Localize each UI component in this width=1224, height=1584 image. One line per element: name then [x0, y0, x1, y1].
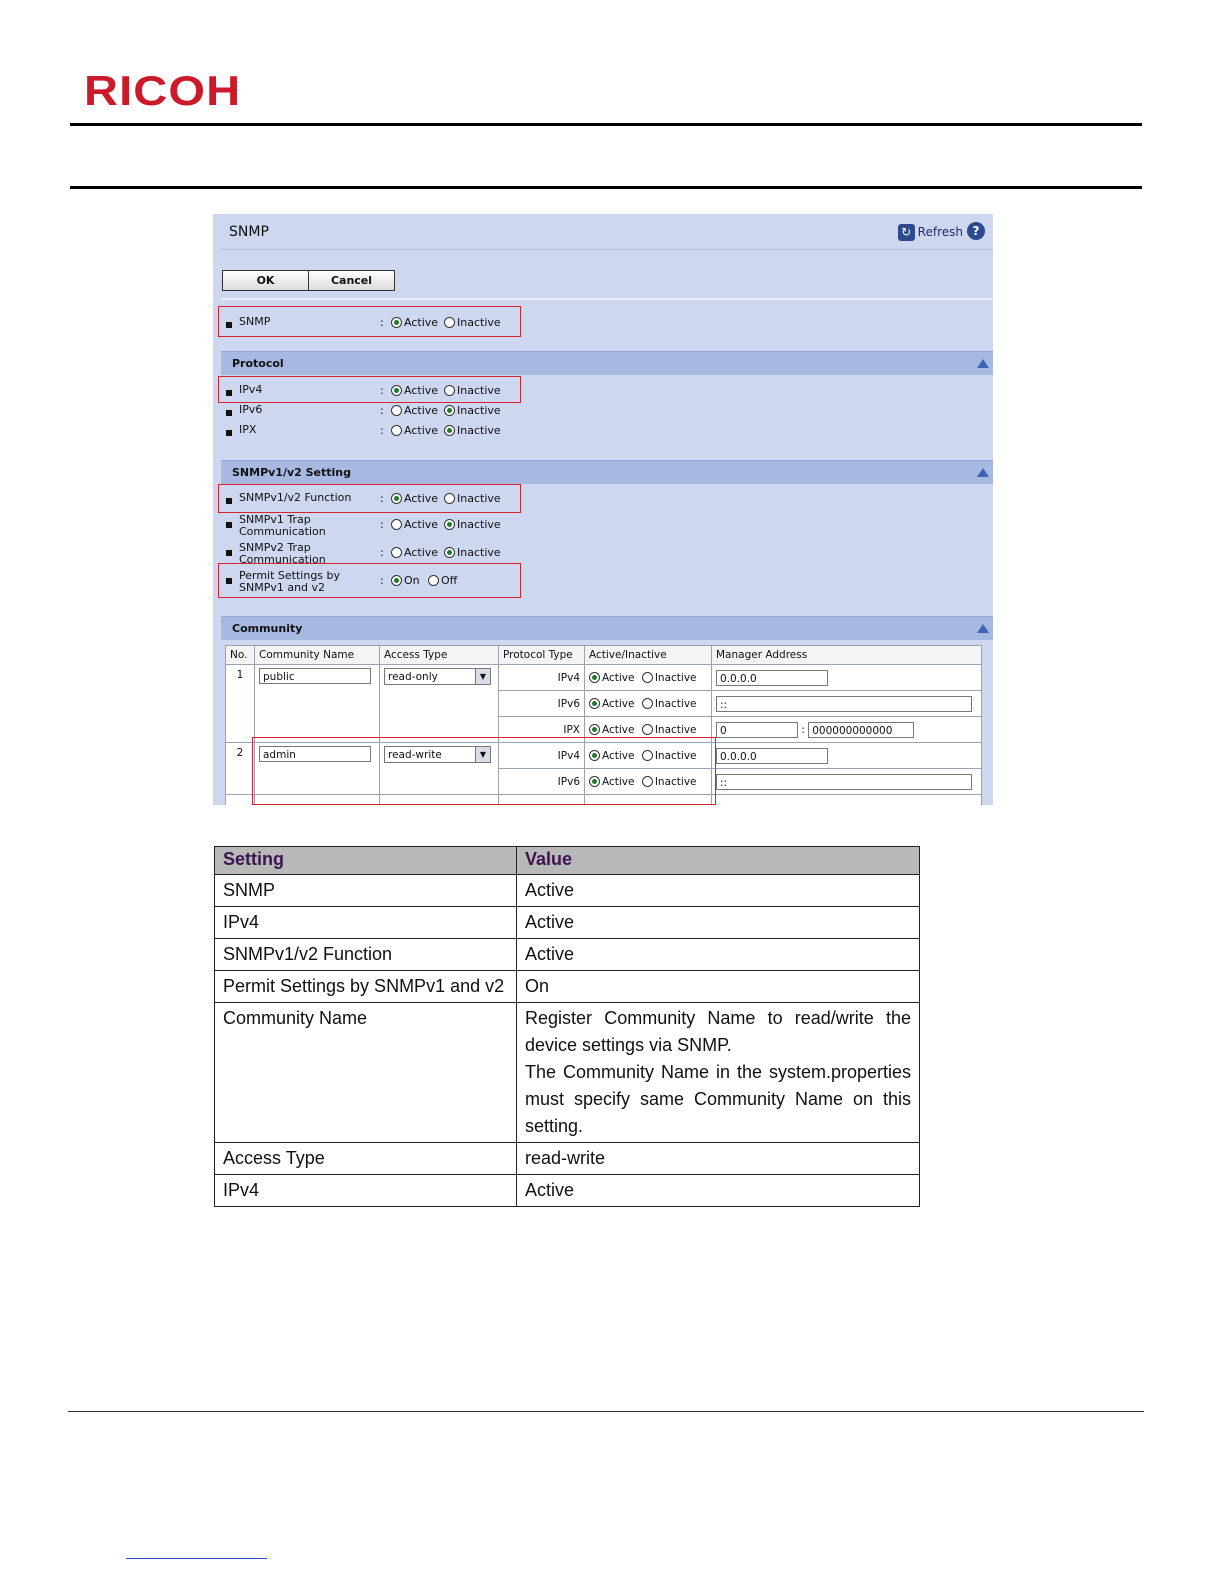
table-row — [215, 1175, 920, 1207]
row-label: Permit Settings by SNMPv1 and v2 — [239, 569, 341, 594]
ipx-active-option[interactable] — [391, 424, 438, 437]
address-separator: : — [801, 723, 805, 736]
radio[interactable] — [391, 519, 402, 530]
column-header: Protocol Type — [499, 646, 585, 665]
radio-selected[interactable] — [444, 405, 455, 416]
colon: : — [380, 316, 384, 329]
table-row — [215, 939, 920, 971]
ipx-inactive-option[interactable] — [444, 424, 501, 437]
option-label: Inactive — [654, 749, 697, 762]
active-inactive-cell — [585, 691, 712, 717]
option-label: Active — [404, 546, 439, 559]
highlight-box — [218, 306, 521, 337]
option-label: Active — [404, 424, 439, 437]
option-label: Inactive — [457, 424, 501, 437]
ok-button[interactable]: OK — [222, 270, 309, 291]
manager-address-cell — [712, 665, 982, 691]
community-name-input[interactable]: public — [259, 668, 371, 684]
snmpv1v2-section-header[interactable] — [221, 460, 993, 484]
v1trap-active-option[interactable] — [391, 518, 438, 531]
protocol-ipx-row — [226, 424, 546, 444]
collapse-arrow-icon[interactable] — [977, 359, 989, 368]
option-label: Active — [404, 518, 439, 531]
setting-cell: IPv4 — [215, 1175, 517, 1207]
footer-link-underline[interactable] — [126, 1558, 267, 1559]
manager-address-cell — [712, 743, 982, 769]
option-label: Inactive — [457, 404, 501, 417]
table-row — [215, 875, 920, 907]
manager-address-input[interactable]: 0.0.0.0 — [716, 748, 828, 764]
value-cell: Active — [517, 875, 920, 907]
option-label: Active — [602, 775, 635, 788]
option-label: Inactive — [457, 384, 501, 397]
manager-address-cell — [712, 691, 982, 717]
column-header: Setting — [215, 847, 517, 875]
value-cell: Active — [517, 1175, 920, 1207]
option-label: Inactive — [457, 546, 501, 559]
highlight-box — [252, 737, 716, 805]
section-title: Community — [232, 622, 303, 635]
entry-number: 1 — [226, 665, 255, 743]
manager-address-cell — [712, 769, 982, 795]
ipv6-active-option[interactable] — [391, 404, 438, 417]
column-header: Active/Inactive — [585, 646, 712, 665]
option-label: Active — [404, 404, 439, 417]
column-header: Access Type — [380, 646, 499, 665]
refresh-button[interactable] — [898, 222, 963, 242]
bullet — [226, 410, 232, 416]
refresh-icon: ↻ — [898, 224, 915, 241]
radio[interactable] — [391, 547, 402, 558]
option-label: Inactive — [654, 671, 697, 684]
manager-address-input[interactable]: 0.0.0.0 — [716, 670, 828, 686]
select-value: read-only — [388, 670, 438, 683]
radio-selected[interactable] — [444, 519, 455, 530]
column-header: No. — [226, 646, 255, 665]
option-label: Inactive — [654, 723, 697, 736]
option-label: Inactive — [457, 316, 501, 329]
highlight-box — [218, 563, 521, 598]
value-paragraph: Register Community Name to read/write the device settings via SNMP. — [525, 1008, 911, 1055]
cancel-button[interactable]: Cancel — [308, 270, 395, 291]
row-label: IPv6 — [239, 403, 263, 416]
ricoh-logo: RICOH — [84, 67, 242, 114]
refresh-label: Refresh — [917, 225, 963, 239]
table-header-row — [226, 646, 982, 665]
radio[interactable] — [642, 698, 653, 709]
table-row — [215, 971, 920, 1003]
help-icon[interactable]: ? — [967, 222, 985, 240]
option-label: Active — [602, 749, 635, 762]
colon: : — [380, 404, 384, 417]
protocol-ipv6-row — [226, 404, 546, 424]
row-label: SNMPv1 Trap Communication — [239, 513, 326, 538]
access-type-cell — [380, 665, 499, 743]
community-name-cell — [255, 665, 380, 743]
chevron-down-icon: ▼ — [475, 747, 490, 762]
option-label: Active — [404, 316, 439, 329]
bullet — [226, 522, 232, 528]
radio-selected[interactable] — [589, 672, 600, 683]
radio[interactable] — [642, 724, 653, 735]
ipx-node-input[interactable]: 000000000000 — [808, 722, 914, 738]
value-cell: On — [517, 971, 920, 1003]
setting-cell: Permit Settings by SNMPv1 and v2 — [215, 971, 517, 1003]
v1trap-inactive-option[interactable] — [444, 518, 501, 531]
value-cell: Active — [517, 907, 920, 939]
colon: : — [380, 518, 384, 531]
colon: : — [380, 574, 384, 587]
row-label: SNMPv2 Trap Communication — [239, 541, 326, 566]
protocol-section-header[interactable] — [221, 351, 993, 375]
protocol-type: IPX — [499, 717, 585, 743]
setting-cell: IPv4 — [215, 907, 517, 939]
title-separator — [221, 249, 993, 250]
collapse-arrow-icon[interactable] — [977, 468, 989, 477]
manager-address-input[interactable]: :: — [716, 774, 972, 790]
chevron-down-icon: ▼ — [475, 669, 490, 684]
option-label: Inactive — [457, 518, 501, 531]
table-row — [215, 907, 920, 939]
bullet — [226, 550, 232, 556]
v2trap-active-option[interactable] — [391, 546, 438, 559]
table-row — [215, 1143, 920, 1175]
radio[interactable] — [391, 405, 402, 416]
ipv6-inactive-option[interactable] — [444, 404, 501, 417]
radio-selected[interactable] — [444, 425, 455, 436]
settings-table — [214, 846, 920, 1207]
radio-selected[interactable] — [444, 547, 455, 558]
button-separator — [221, 298, 993, 300]
highlight-box — [218, 484, 521, 513]
option-label: On — [404, 574, 420, 587]
setting-cell: SNMP — [215, 875, 517, 907]
protocol-type: IPv4 — [499, 665, 585, 691]
colon: : — [380, 424, 384, 437]
panel-title: SNMP — [229, 224, 269, 240]
ipx-network-input[interactable]: 0 — [716, 722, 798, 738]
column-header: Manager Address — [712, 646, 982, 665]
option-label: Inactive — [654, 697, 697, 710]
protocol-type: IPv6 — [499, 769, 585, 795]
row-label: IPv4 — [239, 383, 263, 396]
setting-cell: Access Type — [215, 1143, 517, 1175]
option-label: Active — [404, 384, 439, 397]
value-cell: read-write — [517, 1143, 920, 1175]
v2trap-inactive-option[interactable] — [444, 546, 501, 559]
select-value: read-write — [388, 748, 442, 761]
footer-rule — [68, 1411, 1144, 1412]
colon: : — [380, 546, 384, 559]
section-title: SNMPv1/v2 Setting — [232, 466, 352, 479]
option-label: Inactive — [654, 775, 697, 788]
value-cell — [517, 1003, 920, 1143]
community-name-input[interactable]: admin — [259, 746, 371, 762]
snmp-label: SNMP — [239, 315, 271, 328]
option-label: Off — [441, 574, 458, 587]
community-section-header[interactable] — [221, 616, 993, 640]
collapse-arrow-icon[interactable] — [977, 624, 989, 633]
column-header: Value — [517, 847, 920, 875]
section-title: Protocol — [232, 357, 284, 370]
row-label: SNMPv1/v2 Function — [239, 491, 352, 504]
manager-address-cell — [712, 717, 982, 743]
active-inactive-cell — [585, 665, 712, 691]
colon: : — [380, 492, 384, 505]
table-header-row — [215, 847, 920, 875]
snmpv1-trap-row — [226, 514, 546, 538]
radio-selected[interactable] — [589, 724, 600, 735]
colon: : — [380, 384, 384, 397]
table-row — [226, 665, 982, 691]
radio-selected[interactable] — [589, 698, 600, 709]
radio[interactable] — [642, 672, 653, 683]
option-label: Active — [602, 723, 635, 736]
table-row — [215, 1003, 920, 1143]
protocol-type: IPv4 — [499, 743, 585, 769]
header-rule — [70, 123, 1142, 126]
option-label: Active — [602, 697, 635, 710]
bullet — [226, 430, 232, 436]
radio[interactable] — [391, 425, 402, 436]
option-label: Active — [404, 492, 439, 505]
row-label: IPX — [239, 423, 257, 436]
header-rule-lower — [70, 186, 1142, 189]
entry-number: 2 — [226, 743, 255, 795]
manager-address-input[interactable]: :: — [716, 696, 972, 712]
value-cell: Active — [517, 939, 920, 971]
option-label: Inactive — [457, 492, 501, 505]
value-paragraph: The Community Name in the system.properties must specify same Community Name on this setting. — [525, 1062, 911, 1136]
column-header: Community Name — [255, 646, 380, 665]
protocol-type: IPv6 — [499, 691, 585, 717]
snmp-settings-panel — [213, 214, 993, 805]
setting-cell: SNMPv1/v2 Function — [215, 939, 517, 971]
option-label: Active — [602, 671, 635, 684]
access-type-select[interactable] — [384, 668, 491, 685]
setting-cell: Community Name — [215, 1003, 517, 1143]
highlight-box — [218, 376, 521, 403]
